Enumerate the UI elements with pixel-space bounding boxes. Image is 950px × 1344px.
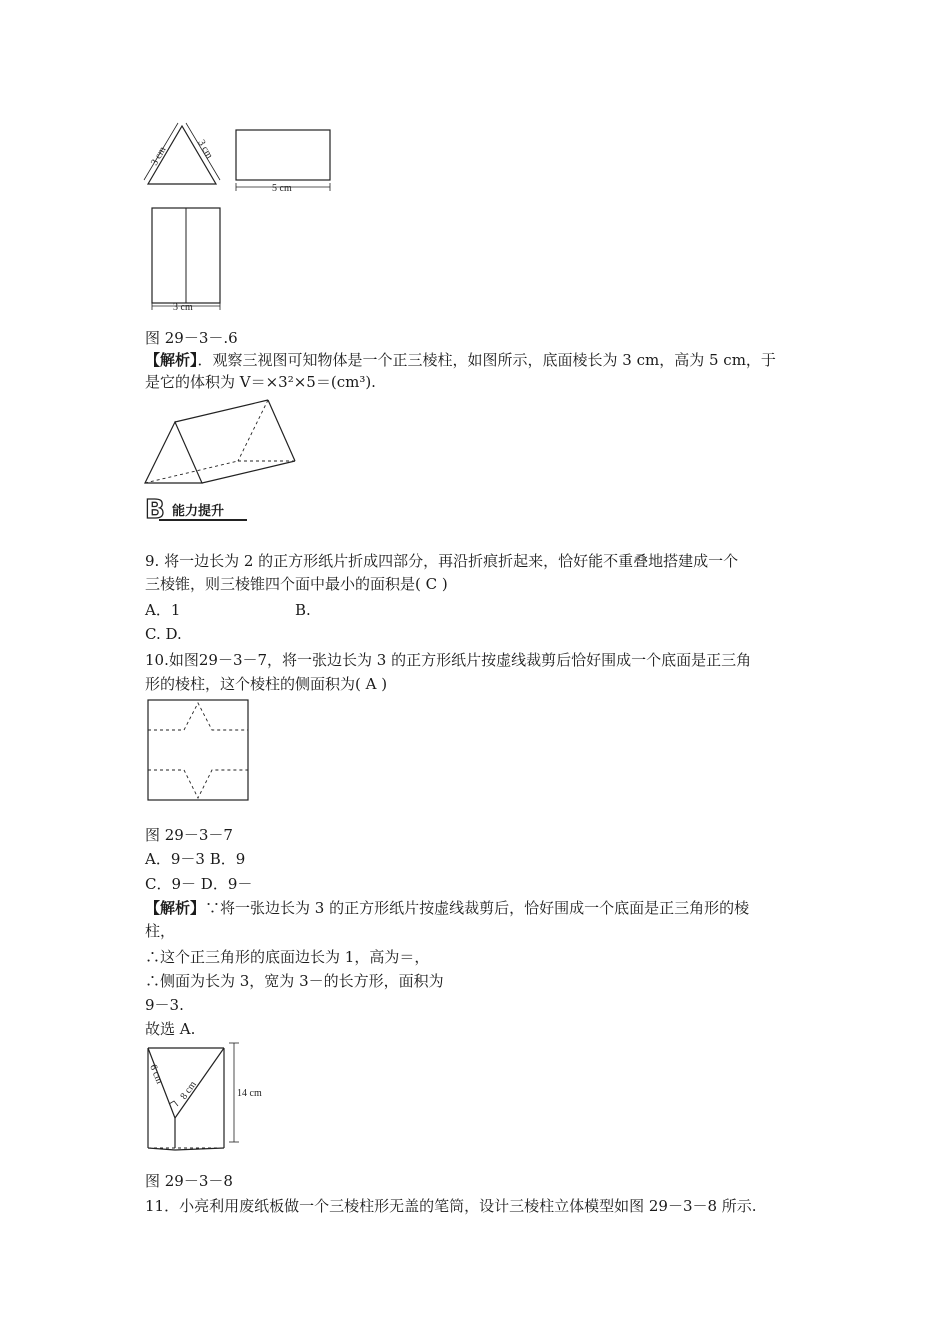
q9-option-b: B. [295, 601, 311, 619]
label-tri-right: 3 cm [195, 138, 215, 161]
q9-line-2: 三棱锥，则三棱锥四个面中最小的面积是( C ) [145, 575, 448, 593]
analysis-1-line-2: 是它的体积为 V＝×3²×5＝(cm³). [145, 373, 376, 391]
figure-caption-8: 图 29－3－8 [145, 1172, 233, 1190]
label-front-width: 3 cm [173, 302, 193, 313]
analysis-tag: 【解析】 [145, 351, 198, 369]
triangular-prism-figure [140, 395, 300, 490]
front-view [145, 203, 230, 318]
analysis-2-line-5: 9－3. [145, 996, 184, 1014]
banner-letter: B [145, 495, 165, 525]
square-cut-figure [146, 698, 251, 803]
q10-line-1: 10.如图29－3－7，将一张边长为 3 的正方形纸片按虚线裁剪后恰好围成一个底面是正三角 [145, 651, 752, 669]
analysis-tag: 【解析】 [145, 899, 206, 917]
label-prism-right: 8 cm [178, 1079, 199, 1102]
analysis-2-line-1: 【解析】∵将一张边长为 3 的正方形纸片按虚线裁剪后，恰好围成一个底面是正三角形的棱 [145, 899, 750, 917]
q10-options-cd: C．9－ D．9－ [145, 875, 253, 893]
section-banner [145, 495, 249, 525]
label-prism-left: 6 cm [147, 1063, 165, 1086]
analysis-1-line-1: 【解析】．观察三视图可知物体是一个正三棱柱，如图所示，底面棱长为 3 cm，高为 5 cm，于 [145, 351, 776, 369]
pen-holder-prism-figure [140, 1040, 262, 1155]
triangle-top-view [138, 118, 228, 198]
analysis-2-line-2: 柱， [145, 922, 176, 940]
label-tri-left: 3 cm [149, 144, 169, 168]
banner-title: 能力提升 [172, 504, 225, 519]
q10-line-2: 形的棱柱，这个棱柱的侧面积为( A ) [145, 675, 388, 693]
analysis-2-line-6: 故选 A. [145, 1020, 196, 1038]
q9-option-a: A．1 [145, 601, 181, 619]
analysis-2-line-4: ∴侧面为长为 3，宽为 3－的长方形，面积为 [145, 972, 444, 990]
analysis-2-line-3: ∴这个正三角形的底面边长为 1，高为＝， [145, 948, 430, 966]
label-prism-height: 14 cm [237, 1088, 262, 1099]
label-rect-width: 5 cm [272, 183, 292, 194]
figure-caption-7: 图 29－3－7 [145, 826, 233, 844]
q9-options-cd: C. D. [145, 625, 182, 643]
q9-line-1: 9. 将一边长为 2 的正方形纸片折成四部分，再沿折痕折起来，恰好能不重叠地搭建成一个 [145, 552, 739, 570]
q10-options-ab: A．9－3 B．9 [145, 850, 246, 868]
q11-line-1: 11．小亮利用废纸板做一个三棱柱形无盖的笔筒，设计三棱柱立体模型如图 29－3－8 所示. [145, 1197, 757, 1215]
figure-caption-6: 图 29－3－.6 [145, 329, 238, 347]
rectangle-side-view [230, 125, 340, 200]
